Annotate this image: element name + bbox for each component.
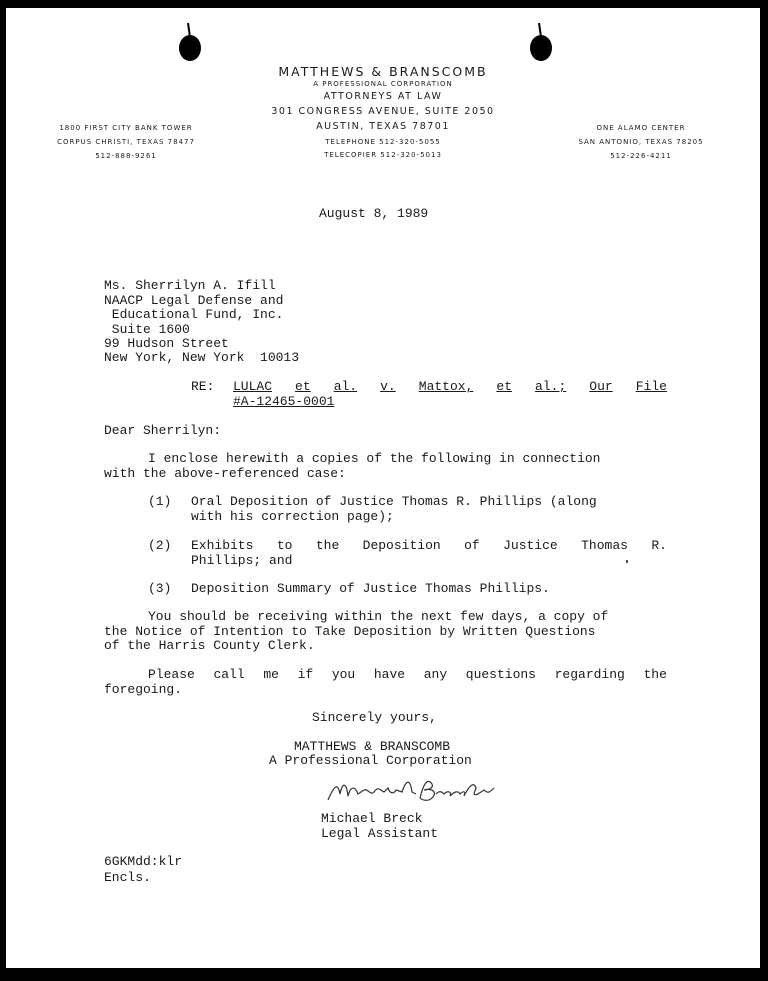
re-word: Mattox, (418, 379, 474, 394)
right-office-line: 512-226-4211 (610, 152, 672, 160)
enclosures: Encls. (104, 870, 151, 885)
right-office-line: SAN ANTONIO, TEXAS 78205 (578, 138, 704, 146)
recipient-line: NAACP Legal Defense and (104, 293, 284, 308)
paragraph-word: call (213, 667, 245, 682)
left-office-line: 1800 FIRST CITY BANK TOWER (59, 124, 193, 132)
paragraph-word: you (331, 667, 356, 682)
re-file-number: #A-12465-0001 (233, 394, 335, 409)
closing: Sincerely yours, (312, 710, 437, 725)
item-word: Exhibits (191, 538, 254, 553)
item-word: Justice (503, 538, 558, 553)
letter-date: August 8, 1989 (319, 206, 429, 221)
re-word: File (635, 379, 667, 394)
firm-attorneys: ATTORNEYS AT LAW (323, 91, 443, 102)
re-word: Our (589, 379, 613, 394)
recipient-line: 99 Hudson Street (104, 336, 229, 351)
handwritten-signature (324, 774, 496, 806)
item-number: (2) (148, 538, 172, 553)
item-word: of (464, 538, 480, 553)
paragraph-line: of the Harris County Clerk. (104, 638, 315, 653)
re-word: v. (380, 379, 396, 394)
re-word: al. (333, 379, 358, 394)
firm-street: 301 CONGRESS AVENUE, SUITE 2050 (271, 106, 495, 117)
item-number: (3) (148, 581, 172, 596)
firm-city: AUSTIN, TEXAS 78701 (316, 121, 450, 132)
punch-hole-left (179, 35, 201, 61)
signer-name: Michael Breck (321, 811, 423, 826)
reference-initials: 6GKMdd:klr (104, 854, 183, 869)
paragraph-word: me (263, 667, 279, 682)
item-word: to (276, 538, 293, 553)
item-word: R. (651, 538, 667, 553)
letter-page (6, 8, 760, 968)
intro-line: I enclose herewith a copies of the following in connection (148, 451, 601, 466)
item-line (191, 538, 667, 553)
item-line: Phillips; and (191, 553, 293, 568)
paragraph-line: You should be receiving within the next few days, a copy of (148, 609, 609, 624)
re-word: LULAC (233, 379, 273, 394)
re-label: RE: (191, 379, 215, 394)
firm-telecopier: TELECOPIER 512-320-5013 (324, 151, 442, 159)
intro-line: with the above-referenced case: (104, 466, 346, 481)
firm-name: MATTHEWS & BRANSCOMB (278, 64, 488, 79)
recipient-line: Suite 1600 (104, 322, 190, 337)
left-office-line: 512-888-9261 (95, 152, 157, 160)
re-subject (233, 379, 667, 394)
recipient-line: Ms. Sherrilyn A. Ifill (104, 278, 276, 293)
paragraph-line: foregoing. (104, 682, 183, 697)
recipient-line: Educational Fund, Inc. (104, 307, 284, 322)
paragraph-word: any (423, 667, 448, 682)
item-line: Oral Deposition of Justice Thomas R. Phillips (along (191, 494, 597, 509)
paragraph-word: regarding (554, 667, 625, 682)
paragraph-word: have (373, 667, 406, 682)
item-number: (1) (148, 494, 172, 509)
re-word: al.; (535, 379, 567, 394)
firm-corporation: A PROFESSIONAL CORPORATION (313, 80, 453, 88)
item-word: Thomas (581, 538, 628, 553)
item-line: Deposition Summary of Justice Thomas Phillips. (191, 581, 550, 596)
signer-title: Legal Assistant (321, 826, 439, 841)
recipient-line: New York, New York 10013 (104, 350, 300, 365)
paragraph-line: the Notice of Intention to Take Deposition by Written Questions (104, 624, 596, 639)
left-office-line: CORPUS CHRISTI, TEXAS 78477 (57, 138, 195, 146)
paragraph-line (148, 667, 667, 682)
paragraph-word: if (297, 667, 314, 682)
re-word: et (295, 379, 311, 394)
signature-firm: MATTHEWS & BRANSCOMB (294, 739, 451, 754)
paragraph-word: the (643, 667, 667, 682)
paragraph-word: questions (465, 667, 536, 682)
right-office-line: ONE ALAMO CENTER (596, 124, 686, 132)
firm-telephone: TELEPHONE 512-320-5055 (325, 138, 441, 146)
punch-hole-right (530, 35, 552, 61)
re-word: et (496, 379, 513, 394)
salutation: Dear Sherrilyn: (104, 423, 222, 438)
paragraph-word: Please (148, 667, 195, 682)
signature-corporation: A Professional Corporation (269, 753, 472, 768)
item-word: the (315, 538, 340, 553)
item-word: Deposition (362, 538, 441, 553)
item-line: with his correction page); (191, 509, 394, 524)
scan-speck (626, 560, 628, 563)
